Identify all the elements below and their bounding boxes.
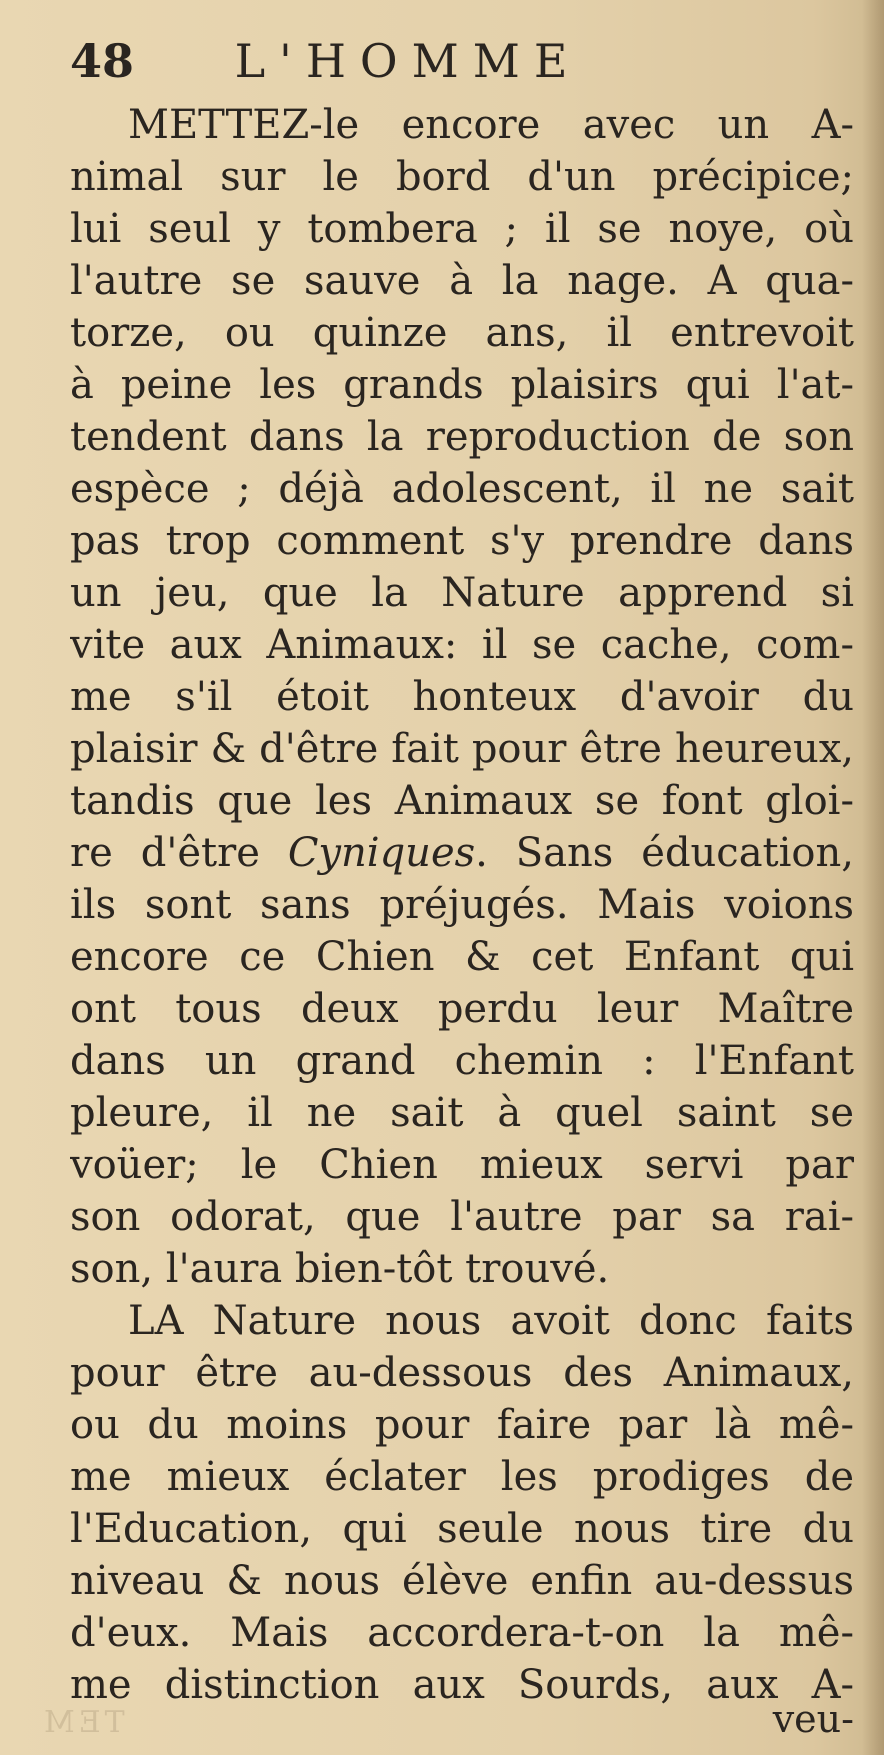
text-line: espèce ; déjà adolescent, il ne sait xyxy=(70,466,854,512)
text-line: pas trop comment s'y prendre dans xyxy=(70,518,854,564)
running-title: L'HOMME xyxy=(234,34,582,88)
body-text xyxy=(70,99,854,1711)
text-line: voüer; le Chien mieux servi par xyxy=(70,1142,854,1188)
page-number: 48 xyxy=(70,34,135,88)
text-line: d'eux. Mais accordera-t-on la mê- xyxy=(70,1610,854,1656)
text-line: son, l'aura bien-tôt trouvé. xyxy=(70,1246,610,1292)
text-line: tendent dans la reproduction de son xyxy=(70,414,854,460)
text-line: nimal sur le bord d'un précipice; xyxy=(70,154,854,200)
text-line: LA Nature nous avoit donc faits xyxy=(128,1298,854,1344)
bleed-through-text: ТЕМ xyxy=(40,1705,125,1740)
text-line: dans un grand chemin : l'Enfant xyxy=(70,1038,854,1084)
text-line: me mieux éclater les prodiges de xyxy=(70,1454,854,1500)
text-line: niveau & nous élève enfin au-dessus xyxy=(70,1558,854,1604)
text-line: torze, ou quinze ans, il entrevoit xyxy=(70,310,854,356)
text-line: ou du moins pour faire par là mê- xyxy=(70,1402,854,1448)
text-line: vite aux Animaux: il se cache, com- xyxy=(70,622,854,668)
catchword: veu- xyxy=(772,1697,854,1741)
text-line: ils sont sans préjugés. Mais voions xyxy=(70,882,854,928)
text-line: lui seul y tombera ; il se noye, où xyxy=(70,206,854,252)
text-line: l'Education, qui seule nous tire du xyxy=(70,1506,854,1552)
text-line: me s'il étoit honteux d'avoir du xyxy=(70,674,854,720)
text-line: encore ce Chien & cet Enfant qui xyxy=(70,934,854,980)
page-header xyxy=(70,26,850,96)
text-line: me distinction aux Sourds, aux A- xyxy=(70,1662,854,1708)
text-line: son odorat, que l'autre par sa rai- xyxy=(70,1194,854,1240)
text-line: l'autre se sauve à la nage. A qua- xyxy=(70,258,854,304)
text-line: tandis que les Animaux se font gloi- xyxy=(70,778,854,824)
text-line: METTEZ-le encore avec un A- xyxy=(128,102,854,148)
page-edge-shadow xyxy=(862,0,884,1755)
text-line: ont tous deux perdu leur Maître xyxy=(70,986,854,1032)
text-line: pour être au-dessous des Animaux, xyxy=(70,1350,854,1396)
text-line: re d'être Cyniques. Sans éducation, xyxy=(70,830,854,876)
text-line: pleure, il ne sait à quel saint se xyxy=(70,1090,854,1136)
text-line: à peine les grands plaisirs qui l'at- xyxy=(70,362,854,408)
text-line: un jeu, que la Nature apprend si xyxy=(70,570,854,616)
italic-word: Cyniques xyxy=(287,830,476,876)
text-line: plaisir & d'être fait pour être heureux, xyxy=(70,726,854,772)
